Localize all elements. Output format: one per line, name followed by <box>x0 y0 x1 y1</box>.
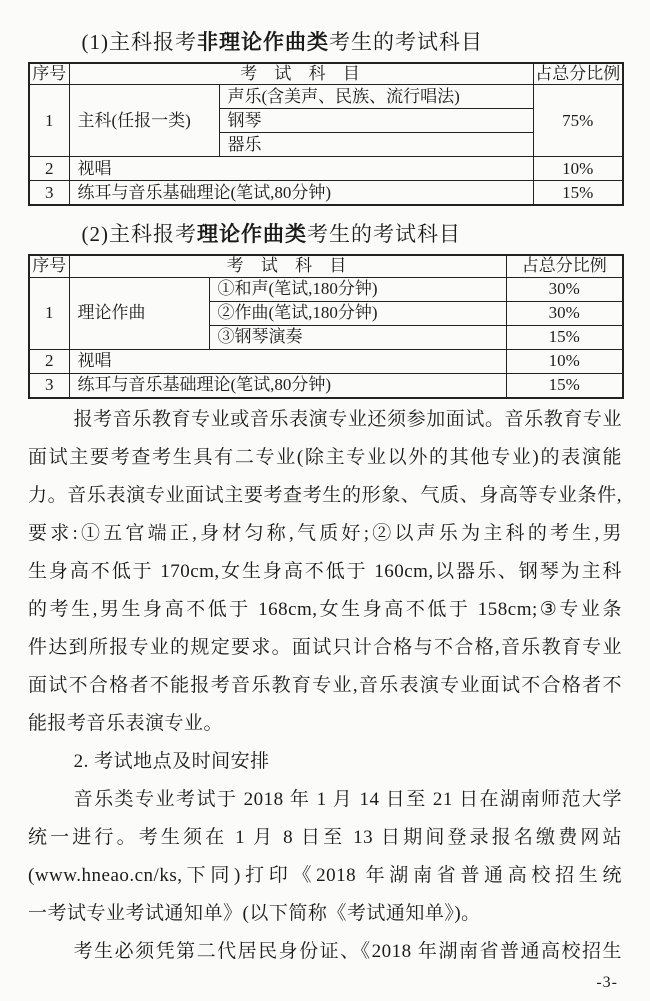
table1-cell-eartraining: 练耳与音乐基础理论(笔试,80分钟) <box>69 181 533 206</box>
text-line: 一考试专业考试通知单》(以下简称《考试通知单》)。 <box>28 902 481 924</box>
table2-cell-no-3: 3 <box>29 373 69 398</box>
section2-title <box>28 219 622 249</box>
paragraph-id-requirement <box>28 933 622 971</box>
text-line: 要求:①五官端正,身材匀称,气质好;②以声乐为主科的考生,男 <box>28 522 622 544</box>
table1-cell-no-1: 1 <box>29 85 69 157</box>
paragraph-exam-schedule <box>28 781 622 933</box>
table2-cell-ratio-harmony: 30% <box>506 277 623 301</box>
table1-cell-no-3: 3 <box>29 181 69 206</box>
table1-cell-no-2: 2 <box>29 157 69 181</box>
table2-row-2 <box>29 349 623 373</box>
table1-header-row <box>29 63 623 85</box>
table2-cell-composition: ②作曲(笔试,180分钟) <box>209 301 506 325</box>
table1-cell-group: 主科(任报一类) <box>69 85 219 157</box>
text-line: (www.hneao.cn/ks,下同)打印《2018 年湖南省普通高校招生统 <box>28 864 622 886</box>
section2-title-bold: 理论作曲类 <box>197 222 308 247</box>
table1-cell-ratio-15: 15% <box>533 181 623 206</box>
table2-header-subject: 考 试 科 目 <box>69 255 506 277</box>
section2-title-post: 考生的考试科目 <box>307 222 462 247</box>
table2-cell-ratio-composition: 30% <box>506 301 623 325</box>
table2-header-no: 序号 <box>29 255 69 277</box>
section1-title-post: 考生的考试科目 <box>329 30 484 54</box>
section2-title-pre: (2)主科报考 <box>81 222 198 247</box>
table1-header-no: 序号 <box>29 63 69 85</box>
table2-cell-ratio-15: 15% <box>506 373 623 398</box>
text-line: 能报考音乐表演专业。 <box>28 712 224 734</box>
exam-table-theory <box>28 254 624 398</box>
table1-header-subject: 考 试 科 目 <box>69 63 533 85</box>
table2-header-ratio: 占总分比例 <box>506 255 623 277</box>
table1-row-3 <box>29 181 623 206</box>
section1-title-bold: 非理论作曲类 <box>197 30 330 54</box>
table2-cell-ratio-10: 10% <box>506 349 623 373</box>
table1-header-ratio: 占总分比例 <box>533 63 623 85</box>
paragraph-interview-requirements <box>28 401 622 743</box>
text-line: 音乐类专业考试于 2018 年 1 月 14 日至 21 日在湖南师范大学 <box>73 788 622 810</box>
table1-cell-ratio-75: 75% <box>533 85 623 157</box>
section1-title <box>28 27 622 57</box>
page-number: -3- <box>596 973 618 991</box>
table1-cell-option-piano: 钢琴 <box>219 109 533 133</box>
text-line: 力。音乐表演专业面试主要考查考生的形象、气质、身高等专业条件, <box>28 484 622 506</box>
table2-cell-ratio-piano: 15% <box>506 325 623 349</box>
table2-cell-sightsinging: 视唱 <box>69 349 506 373</box>
table2-cell-no-2: 2 <box>29 349 69 373</box>
section-heading-exam-time-place: 2. 考试地点及时间安排 <box>73 750 270 772</box>
text-line: 考生必须凭第二代居民身份证、《2018 年湖南省普通高校招生 <box>73 940 622 962</box>
table1-cell-sightsinging: 视唱 <box>69 157 533 181</box>
table2-cell-no-1: 1 <box>29 277 69 349</box>
table2-header-row <box>29 255 623 277</box>
table2-row-main1 <box>29 277 623 301</box>
table2-cell-group: 理论作曲 <box>69 277 209 349</box>
table2-cell-harmony: ①和声(笔试,180分钟) <box>209 277 506 301</box>
table1-cell-ratio-10: 10% <box>533 157 623 181</box>
text-line: 生身高不低于 170cm,女生身高不低于 160cm,以器乐、钢琴为主科 <box>28 560 622 582</box>
text-line: 面试不合格者不能报考音乐教育专业,音乐表演专业面试不合格者不 <box>28 674 622 696</box>
text-line: 报考音乐教育专业或音乐表演专业还须参加面试。音乐教育专业 <box>73 408 622 430</box>
text-line: 件达到所报专业的规定要求。面试只计合格与不合格,音乐教育专业 <box>28 636 622 658</box>
table2-cell-piano-performance: ③钢琴演奏 <box>209 325 506 349</box>
table1-cell-option-vocal: 声乐(含美声、民族、流行唱法) <box>219 85 533 109</box>
table1-row-2 <box>29 157 623 181</box>
table1-row-main1 <box>29 85 623 109</box>
text-line: 面试主要考查考生具有二专业(除主专业以外的其他专业)的表演能 <box>28 446 622 468</box>
text-line: 统一进行。考生须在 1 月 8 日至 13 日期间登录报名缴费网站 <box>28 826 622 848</box>
section1-title-pre: (1)主科报考 <box>81 30 198 54</box>
text-line: 的考生,男生身高不低于 168cm,女生身高不低于 158cm;③专业条 <box>28 598 622 620</box>
exam-table-non-theory <box>28 62 624 206</box>
table2-row-3 <box>29 373 623 398</box>
table2-cell-eartraining: 练耳与音乐基础理论(笔试,80分钟) <box>69 373 506 398</box>
table1-cell-option-instrument: 器乐 <box>219 133 533 157</box>
